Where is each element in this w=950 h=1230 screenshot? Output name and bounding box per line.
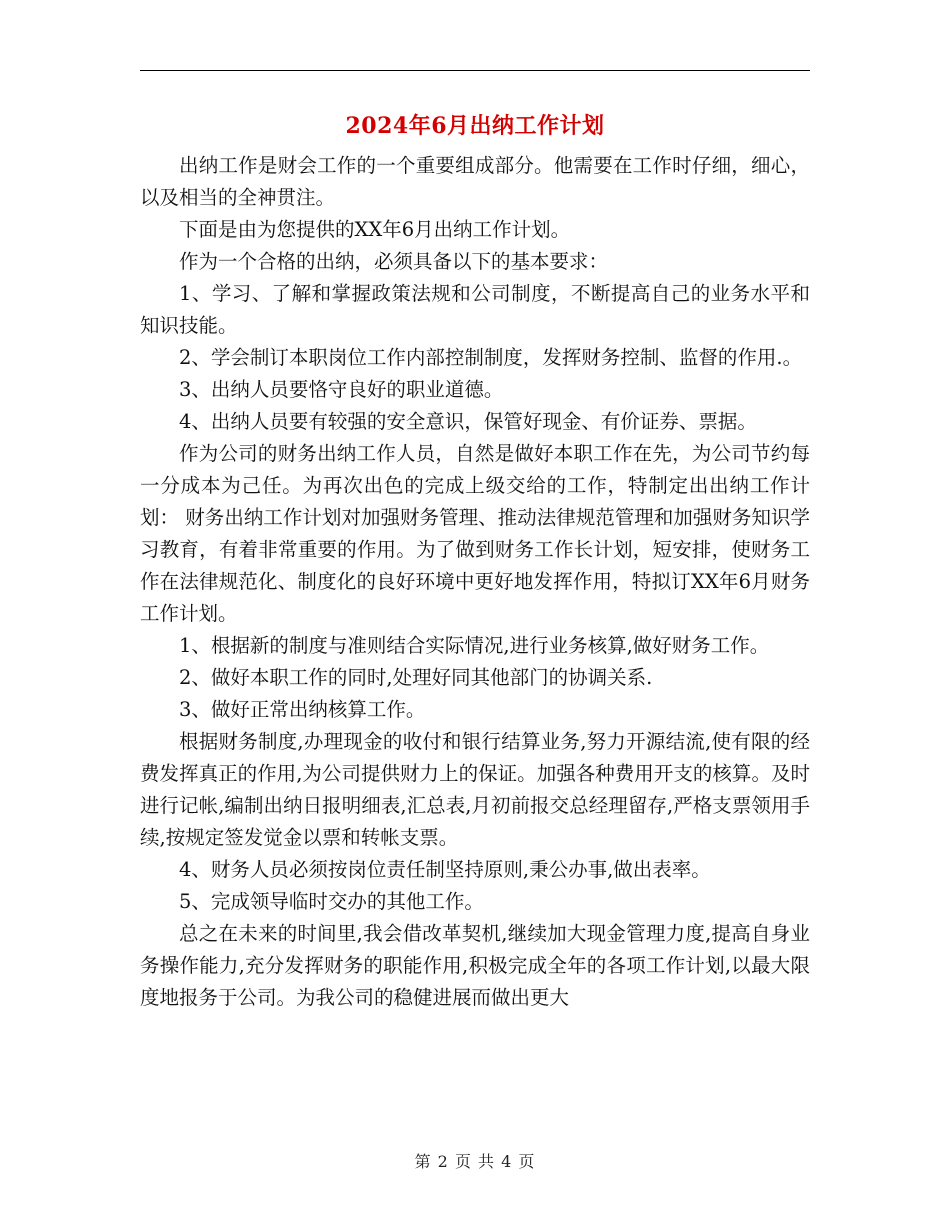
paragraph: 作为一个合格的出纳，必须具备以下的基本要求： [179, 250, 609, 273]
list-item: 3、出纳人员要恪守良好的职业道德。 [179, 378, 504, 401]
list-item: 2、学会制订本职岗位工作内部控制制度，发挥财务控制、监督的作用.。 [179, 346, 803, 369]
paragraph: 作为公司的财务出纳工作人员，自然是做好本职工作在先，为公司节约每一分成本为己任。为再次出色的完成上级交给的工作，特制定出出纳工作计划： 财务出纳工作计划对加强财务管理、推动法律规范管理和加强财务知识学习教育，有着非常重要的作用。为了做到财务工作长计划，短安排，使财务工作在法律规范化、制度化的良好环境中更好地发挥作用，特拟订XX年6月财务工作计划。 [140, 442, 810, 625]
list-item: 2、做好本职工作的同时,处理好同其他部门的协调关系. [179, 666, 653, 689]
list-item: 1、学习、了解和掌握政策法规和公司制度，不断提高自己的业务水平和知识技能。 [140, 282, 810, 337]
paragraph: 根据财务制度,办理现金的收付和银行结算业务,努力开源结流,使有限的经费发挥真正的作用,为公司提供财力上的保证。加强各种费用开支的核算。及时进行记帐,编制出纳日报明细表,汇总表,月初前报交总经理留存,严格支票领用手续,按规定签发觉金以票和转帐支票。 [140, 730, 810, 849]
paragraph: 出纳工作是财会工作的一个重要组成部分。他需要在工作时仔细，细心，以及相当的全神贯注。 [140, 154, 810, 209]
list-item: 3、做好正常出纳核算工作。 [179, 698, 426, 721]
header-rule [140, 70, 810, 71]
page-footer: 第 2 页 共 4 页 [414, 1152, 536, 1171]
list-item: 4、财务人员必须按岗位责任制坚持原则,秉公办事,做出表率。 [179, 858, 711, 881]
document-body [140, 150, 810, 1014]
paragraph: 总之在未来的时间里,我会借改革契机,继续加大现金管理力度,提高自身业务操作能力,充分发挥财务的职能作用,积极完成全年的各项工作计划,以最大限度地报务于公司。为我公司的稳健进展而做出更大 [140, 922, 810, 1009]
document-title: 2024年6月出纳工作计划 [345, 113, 605, 139]
list-item: 1、根据新的制度与准则结合实际情况,进行业务核算,做好财务工作。 [179, 634, 770, 657]
list-item: 5、完成领导临时交办的其他工作。 [179, 890, 484, 913]
paragraph: 下面是由为您提供的XX年6月出纳工作计划。 [179, 218, 571, 241]
list-item: 4、出纳人员要有较强的安全意识，保管好现金、有价证券、票据。 [179, 410, 757, 433]
